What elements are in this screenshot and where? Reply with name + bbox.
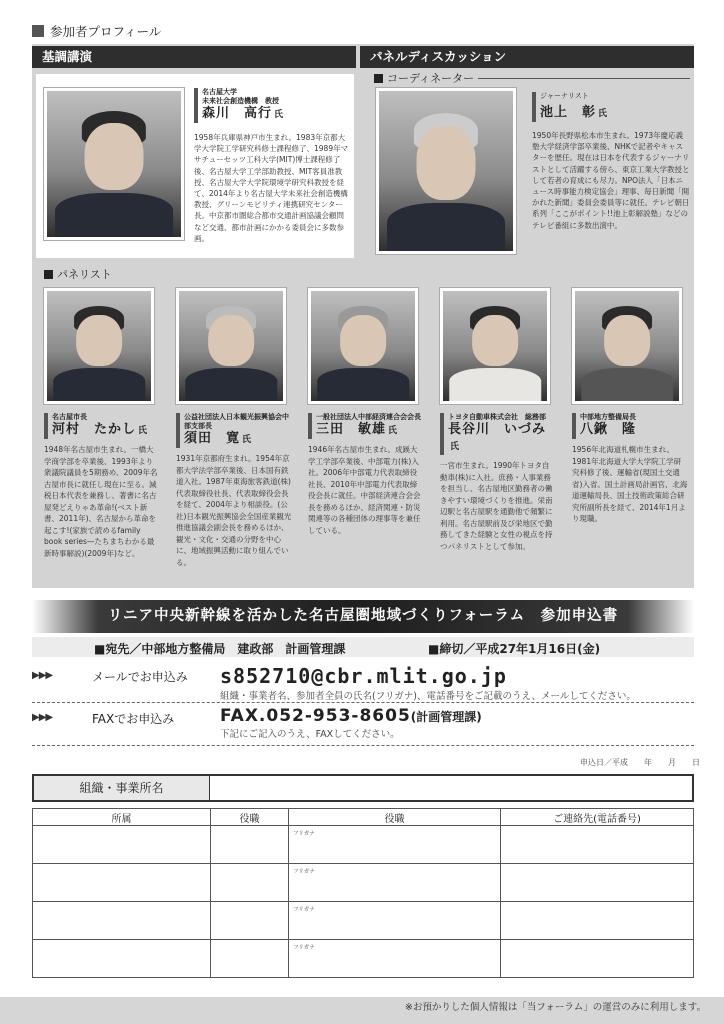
cell-input[interactable] <box>33 902 211 940</box>
panelist-bio: 1946年名古屋市生まれ。成蹊大学工学部卒業後、中部電力(株)入社。2006年中部電力代表取締役社長、2010年中部電力代表取締役会長に就任。中部経済連合会会長を務めるほか、経済関連・防災関連等の各種団体の理事等を兼任している。 <box>308 445 421 535</box>
panelist-name: 長谷川 いづみ氏 <box>448 422 547 452</box>
section-title: 参加者プロフィール <box>50 24 162 39</box>
panelist-card <box>176 288 292 568</box>
panelist-affiliation: トヨタ自動車株式会社 総務部 <box>448 413 546 421</box>
divider <box>32 702 694 703</box>
panelist-affiliation: 公益社団法人日本観光振興協会中部支部長 <box>184 413 289 430</box>
panelist-photo <box>44 288 154 404</box>
table-row <box>33 864 694 902</box>
date-line: 申込日／平成 年 月 日 <box>580 758 700 767</box>
col-header: 役職 <box>289 809 501 826</box>
panelists-subhead <box>44 266 690 282</box>
panelist-bio: 1948年名古屋市生まれ。一橋大学商学部を卒業後、1993年より衆議院議員を5期務め、2009年名古屋市長に就任し現在に至る。減税日本代表を兼務し、著書に名古屋発どえりゃあ革命!(ベスト新書、2011年)、名古屋から革命を起こす!(家族で読めるfamily book series—たちまちわかる最新時事解説)(2009年)など。 <box>44 445 158 558</box>
cell-input[interactable] <box>33 826 211 864</box>
email-address[interactable]: s852710@cbr.mlit.go.jp <box>220 664 507 688</box>
fax-label: FAXでお申込み <box>92 712 175 726</box>
panelist-nameblock <box>44 413 160 439</box>
table-row <box>33 902 694 940</box>
arrow-right-icon: ▶▶▶ <box>32 712 53 723</box>
panelist-affiliation: 一般社団法人中部経済連合会会長 <box>316 413 421 421</box>
panelist-bio: 1931年京都府生まれ。1954年京都大学法学部卒業後、日本国有鉄道入社。1987年東海旅客鉄道(株)代表取締役社長、代表取締役会長を経て、2004年より相談役。(公社)日本観光振興協会全国産業観光推進協議会副会長を務めるほか、観光・文化・交通の分野を中心に、地域振興活動に取り組んでいる。 <box>176 454 292 567</box>
cell-input[interactable] <box>501 940 694 978</box>
coordinator-label: コーディネーター <box>387 72 475 85</box>
keynote-bio: 1958年兵庫県神戸市生まれ。1983年京都大学大学院工学研究科修士課程修了、1989年マサチューセッツ工科大学(MIT)博士課程修了後、名古屋大学工学部助教授、MIT客員准教授、名古屋大学大学院環境学研究科教授を経て、2014年より名古屋大学未来社会創造機構教授、グリーンモビリティ連携研究センター長。中京都市圏総合都市交通計画協議会顧問など交通、都市計画にかかる委員会に多数参画。 <box>194 133 349 243</box>
panelist-affiliation: 中部地方整備局長 <box>580 413 636 421</box>
fax-line <box>220 706 482 726</box>
fax-method <box>32 706 694 740</box>
cell-input[interactable] <box>211 940 289 978</box>
keynote-affiliation-2: 未来社会創造機構 教授 <box>202 97 279 105</box>
form-banner: リニア中央新幹線を活かした名古屋圏地域づくりフォーラム 参加申込書 <box>32 600 694 633</box>
cell-input[interactable] <box>33 940 211 978</box>
col-header: 役職 <box>211 809 289 826</box>
cell-input[interactable] <box>289 864 501 902</box>
destination: ■宛先／中部地方整備局 建政部 計画管理課 <box>94 642 346 656</box>
panelist-affiliation: 名古屋市長 <box>52 413 87 421</box>
org-input[interactable] <box>210 776 692 800</box>
panelist-bio: 1956年北海道札幌市生まれ。1981年北海道大学大学院工学研究科修了後、運輸省(現国土交通省)入省。国土計画局計画官、北海道運輸局長、国土技術政策総合研究所副所長を経て、2014年1月より現職。 <box>572 445 688 523</box>
keynote-nameblock <box>194 88 350 123</box>
table-row <box>33 826 694 864</box>
square-icon <box>32 25 44 37</box>
footer-note: ※お預かりした個人情報は「当フォーラム」の運営のみに利用します。 <box>0 997 724 1024</box>
panelist-card <box>44 288 160 559</box>
furigana-label: フリガナ <box>293 869 315 875</box>
coordinator-bio: 1950年長野県松本市生まれ。1973年慶応義塾大学経済学部卒業後、NHKで記者やキャスターを歴任。現在は日本を代表するジャーナリストとして活躍する傍ら、東京工業大学教授として若者の育成にも尽力。NPO法人「日本ニュース時事能力検定協会」理事、毎日新聞「開かれた新聞」委員会委員等に就任。テレビ朝日系列「ここがポイント!!池上彰解説塾」などのテレビ番組に多数出演中。 <box>532 131 690 230</box>
panelist-name: 三田 敏雄 氏 <box>316 422 399 437</box>
email-label: メールでお申込み <box>92 670 188 684</box>
coordinator-affiliation: ジャーナリスト <box>540 92 589 100</box>
square-icon <box>44 270 53 279</box>
keynote-affiliation-1: 名古屋大学 <box>202 88 237 96</box>
square-icon <box>374 74 383 83</box>
panelist-name: 須田 寛 氏 <box>184 431 253 446</box>
panel-bar: パネルディスカッション <box>360 46 694 68</box>
cell-input[interactable] <box>211 826 289 864</box>
org-field <box>32 774 694 802</box>
panelist-nameblock <box>176 413 292 448</box>
panelist-photo <box>176 288 286 404</box>
col-header: ご連絡先(電話番号) <box>501 809 694 826</box>
panelists-label: パネリスト <box>57 268 112 281</box>
coordinator-name: 池上 彰 氏 <box>540 105 609 120</box>
cell-input[interactable] <box>501 902 694 940</box>
panelist-card <box>440 288 556 552</box>
info-row <box>32 637 694 657</box>
panelist-card <box>308 288 424 536</box>
furigana-label: フリガナ <box>293 831 315 837</box>
cell-input[interactable] <box>501 864 694 902</box>
panelist-bio: 一宮市生まれ。1990年トヨタ自動車(株)に入社。庶務・人事業務を担当し、名古屋地区勤務者の働きやすい環境づくりを推進。栄南辺駅と名古屋駅を通勤他で頻繁に利用。名古屋駅前及び栄地区で勤務してきた経験と女性の視点を持つパネリストとして参加。 <box>440 461 553 551</box>
keynote-name: 森川 高行 氏 <box>202 106 285 121</box>
cell-input[interactable] <box>33 864 211 902</box>
section-header <box>32 22 161 40</box>
cell-input[interactable] <box>211 902 289 940</box>
keynote-photo <box>44 88 184 240</box>
email-note: 組織・事業者名、参加者全員の氏名(フリガナ)、電話番号をご記載のうえ、メールしてください。 <box>220 691 636 702</box>
furigana-label: フリガナ <box>293 945 315 951</box>
cell-input[interactable] <box>289 826 501 864</box>
col-header: 所属 <box>33 809 211 826</box>
coordinator-nameblock <box>532 92 688 122</box>
cell-input[interactable] <box>501 826 694 864</box>
keynote-bar: 基調講演 <box>32 46 356 68</box>
panelist-photo <box>440 288 550 404</box>
panelist-name: 八鍬 隆 <box>580 422 637 437</box>
panelist-card <box>572 288 688 525</box>
coordinator-photo <box>376 88 516 254</box>
panelist-nameblock <box>440 413 556 455</box>
deadline: ■締切／平成27年1月16日(金) <box>428 642 601 656</box>
attendee-table <box>32 808 694 978</box>
email-method <box>32 664 694 702</box>
panelist-name: 河村 たかし 氏 <box>52 422 149 437</box>
cell-input[interactable] <box>289 940 501 978</box>
fax-note: 下記にご記入のうえ、FAXしてください。 <box>220 729 400 740</box>
divider <box>32 745 694 746</box>
panelist-nameblock <box>572 413 688 439</box>
panelist-nameblock <box>308 413 424 439</box>
panelist-photo <box>572 288 682 404</box>
cell-input[interactable] <box>289 902 501 940</box>
table-row <box>33 940 694 978</box>
furigana-label: フリガナ <box>293 907 315 913</box>
fax-number: FAX.052-953-8605 <box>220 706 411 726</box>
arrow-right-icon: ▶▶▶ <box>32 670 53 681</box>
coordinator-subhead <box>374 70 690 86</box>
org-label: 組織・事業所名 <box>34 776 210 800</box>
table-header-row <box>33 809 694 826</box>
panelist-photo <box>308 288 418 404</box>
cell-input[interactable] <box>211 864 289 902</box>
fax-dept: (計画管理課) <box>410 710 482 724</box>
